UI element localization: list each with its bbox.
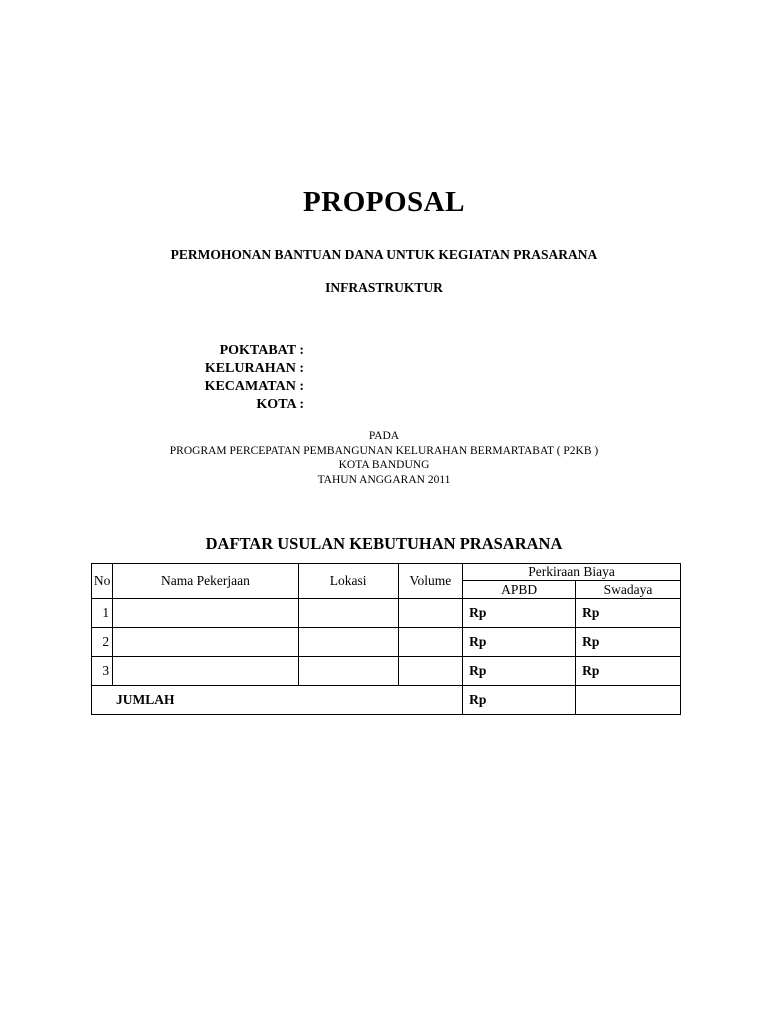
row-lokasi [298,599,398,628]
document-title: PROPOSAL [303,186,465,218]
field-kota: KOTA : [256,397,304,412]
table-row [92,657,681,686]
row-volume [398,628,463,657]
row-apbd: Rp [463,657,576,686]
row-no: 1 [92,599,113,628]
row-no: 2 [92,628,113,657]
field-kelurahan: KELURAHAN : [204,361,304,376]
proposal-table [91,563,681,715]
row-lokasi [298,657,398,686]
document-subtitle-continued: INFRASTRUKTUR [325,280,443,295]
row-nama-pekerjaan [113,599,299,628]
header-perkiraan-biaya: Perkiraan Biaya [463,564,681,581]
row-apbd: Rp [463,599,576,628]
row-volume [398,599,463,628]
field-kecamatan: KECAMATAN : [204,379,304,394]
program-name: PROGRAM PERCEPATAN PEMBANGUNAN KELURAHAN BERMARTABAT ( P2KB ) [169,444,599,457]
table-row [92,599,681,628]
row-volume [398,657,463,686]
header-no: No [92,564,113,599]
total-label: JUMLAH [92,686,463,715]
row-nama-pekerjaan [113,628,299,657]
program-info [0,429,768,487]
table-row [92,628,681,657]
header-swadaya: Swadaya [576,581,681,599]
header-apbd: APBD [463,581,576,599]
row-apbd: Rp [463,628,576,657]
identity-fields [150,342,304,414]
field-poktabat: POKTABAT : [219,343,304,358]
header-volume: Volume [398,564,463,599]
total-row [92,686,681,715]
row-swadaya: Rp [576,628,681,657]
program-pada: PADA [368,430,400,442]
table-heading: DAFTAR USULAN KEBUTUHAN PRASARANA [205,534,563,553]
row-lokasi [298,628,398,657]
total-swadaya [576,686,681,715]
total-apbd: Rp [463,686,576,715]
row-swadaya: Rp [576,599,681,628]
document-subtitle: PERMOHONAN BANTUAN DANA UNTUK KEGIATAN PRASARANA [170,247,598,262]
program-year: TAHUN ANGGARAN 2011 [317,473,451,486]
row-swadaya: Rp [576,657,681,686]
row-nama-pekerjaan [113,657,299,686]
header-nama-pekerjaan: Nama Pekerjaan [113,564,299,599]
row-no: 3 [92,657,113,686]
program-city: KOTA BANDUNG [338,459,430,471]
header-lokasi: Lokasi [298,564,398,599]
